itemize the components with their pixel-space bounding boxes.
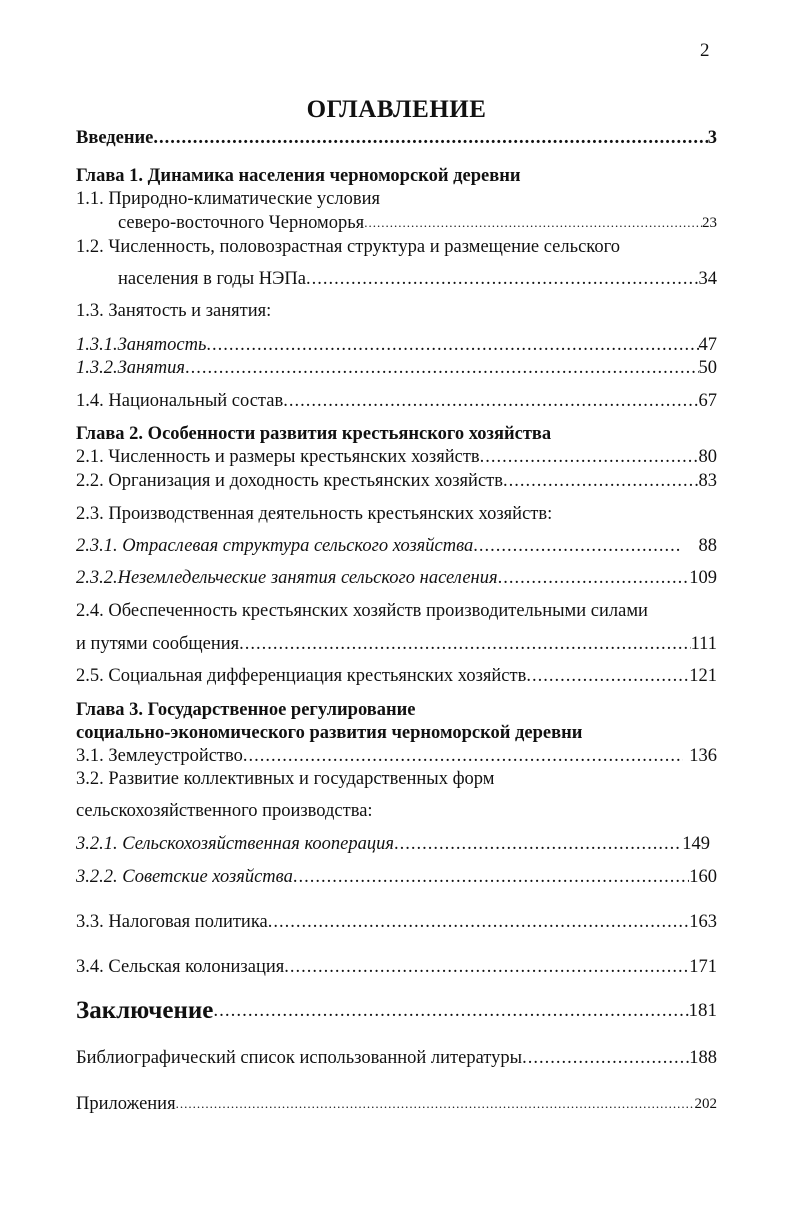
entry-page: 3 bbox=[707, 128, 717, 148]
entry-page: 47 bbox=[698, 335, 717, 355]
leader-dots bbox=[284, 956, 689, 978]
chapter-3-heading: Глава 3. Государственное регулирование bbox=[76, 700, 416, 720]
toc-title: ОГЛАВЛЕНИЕ bbox=[306, 96, 487, 123]
leader-dots bbox=[503, 470, 699, 492]
leader-dots bbox=[206, 334, 698, 356]
entry-page: 34 bbox=[698, 269, 717, 289]
toc-line: сельскохозяйственного производства: bbox=[76, 801, 373, 821]
entry-title: Приложения bbox=[76, 1094, 176, 1114]
entry-page: 188 bbox=[689, 1048, 717, 1068]
entry-page: 202 bbox=[694, 1096, 717, 1112]
toc-line: 1.3. Занятость и занятия: bbox=[76, 301, 272, 321]
toc-entry-1-4[interactable] bbox=[76, 390, 717, 412]
toc-line: 1.1. Природно-климатические условия bbox=[76, 189, 380, 209]
entry-title: 1.3.1.Занятость bbox=[76, 335, 207, 355]
leader-dots bbox=[522, 1047, 689, 1069]
toc-entry-1-1[interactable] bbox=[118, 211, 717, 234]
toc-entry-3-1[interactable] bbox=[76, 745, 717, 767]
entry-page: 163 bbox=[689, 912, 717, 932]
entry-title: и путями сообщения bbox=[76, 634, 240, 654]
leader-dots bbox=[185, 357, 698, 379]
leader-dots bbox=[283, 390, 698, 412]
entry-page: 160 bbox=[689, 867, 717, 887]
toc-entry-2-2[interactable] bbox=[76, 470, 717, 492]
leader-dots bbox=[364, 211, 702, 234]
toc-entry-3-2-2[interactable] bbox=[76, 866, 717, 888]
entry-title: 3.2.2. Советские хозяйства bbox=[76, 867, 293, 887]
entry-page: 67 bbox=[698, 391, 717, 411]
entry-page: 50 bbox=[698, 358, 717, 378]
chapter-3-heading-cont: социально-экономического развития черноморской деревни bbox=[76, 723, 583, 743]
entry-title: 2.3.1. Отраслевая структура сельского хозяйства bbox=[76, 536, 474, 556]
toc-entry-bibliography[interactable] bbox=[76, 1047, 717, 1069]
entry-title: 2.5. Социальная дифференциация крестьянских хозяйств bbox=[76, 666, 527, 686]
entry-page: 111 bbox=[690, 634, 717, 654]
leader-dots bbox=[480, 446, 699, 468]
entry-title: 1.3.2.Занятия bbox=[76, 358, 186, 378]
leader-dots bbox=[153, 127, 707, 149]
entry-page: 149 bbox=[682, 834, 710, 854]
entry-title: 2.1. Численность и размеры крестьянских хозяйств bbox=[76, 447, 480, 467]
toc-entry-1-2[interactable] bbox=[118, 268, 717, 290]
leader-dots bbox=[293, 866, 689, 888]
entry-title: Введение bbox=[76, 128, 154, 148]
toc-entry-3-2-1[interactable] bbox=[76, 833, 710, 855]
toc-line: 1.2. Численность, половозрастная структура и размещение сельского bbox=[76, 237, 620, 257]
toc-line: 2.3. Производственная деятельность крестьянских хозяйств: bbox=[76, 504, 553, 524]
toc-entry-3-4[interactable] bbox=[76, 956, 717, 978]
toc-entry-1-3-1[interactable] bbox=[76, 334, 717, 356]
entry-title: северо-восточного Черноморья bbox=[118, 213, 365, 233]
toc-entry-2-5[interactable] bbox=[76, 665, 717, 687]
leader-dots bbox=[243, 745, 683, 767]
entry-title: 3.3. Налоговая политика bbox=[76, 912, 268, 932]
leader-dots bbox=[213, 996, 688, 1026]
entry-title: населения в годы НЭПа bbox=[118, 269, 306, 289]
entry-title: 3.1. Землеустройство bbox=[76, 746, 243, 766]
leader-dots bbox=[268, 911, 690, 933]
leader-dots bbox=[394, 833, 682, 855]
entry-page: 88 bbox=[698, 536, 717, 556]
entry-page: 83 bbox=[698, 471, 717, 491]
entry-title: 3.4. Сельская колонизация bbox=[76, 957, 285, 977]
entry-title: 1.4. Национальный состав bbox=[76, 391, 284, 411]
entry-page: 181 bbox=[688, 1000, 717, 1021]
toc-entry-appendix[interactable] bbox=[76, 1092, 717, 1115]
entry-page: 121 bbox=[689, 666, 717, 686]
leader-dots bbox=[306, 268, 699, 290]
entry-page: 109 bbox=[689, 568, 717, 588]
toc-line: 3.2. Развитие коллективных и государственных форм bbox=[76, 769, 495, 789]
entry-page: 23 bbox=[702, 215, 717, 231]
chapter-1-heading: Глава 1. Динамика населения черноморской деревни bbox=[76, 166, 521, 186]
leader-dots bbox=[526, 665, 689, 687]
leader-dots bbox=[498, 567, 690, 589]
toc-entry-2-1[interactable] bbox=[76, 446, 717, 468]
toc-line: 2.4. Обеспеченность крестьянских хозяйств производительными силами bbox=[76, 601, 648, 621]
entry-title: 3.2.1. Сельскохозяйственная кооперация bbox=[76, 834, 394, 854]
toc-entry-2-3-1[interactable] bbox=[76, 535, 717, 557]
toc-entry-2-3-2[interactable] bbox=[76, 567, 717, 589]
leader-dots bbox=[473, 535, 680, 557]
toc-entry-1-3-2[interactable] bbox=[76, 357, 717, 379]
entry-title: Библиографический список использованной литературы bbox=[76, 1048, 523, 1068]
entry-title: Заключение bbox=[76, 997, 214, 1024]
toc-entry-2-4[interactable] bbox=[76, 633, 717, 655]
entry-page: 136 bbox=[689, 746, 717, 766]
entry-page: 171 bbox=[689, 957, 717, 977]
chapter-2-heading: Глава 2. Особенности развития крестьянского хозяйства bbox=[76, 424, 552, 444]
toc-entry-3-3[interactable] bbox=[76, 911, 717, 933]
leader-dots bbox=[239, 633, 690, 655]
toc-entry-conclusion[interactable] bbox=[76, 996, 717, 1026]
leader-dots bbox=[176, 1092, 695, 1115]
page-number: 2 bbox=[700, 40, 710, 61]
entry-title: 2.3.2.Неземледельческие занятия сельского населения bbox=[76, 568, 498, 588]
entry-title: 2.2. Организация и доходность крестьянских хозяйств bbox=[76, 471, 503, 491]
entry-page: 80 bbox=[698, 447, 717, 467]
toc-entry-intro[interactable] bbox=[76, 127, 717, 149]
